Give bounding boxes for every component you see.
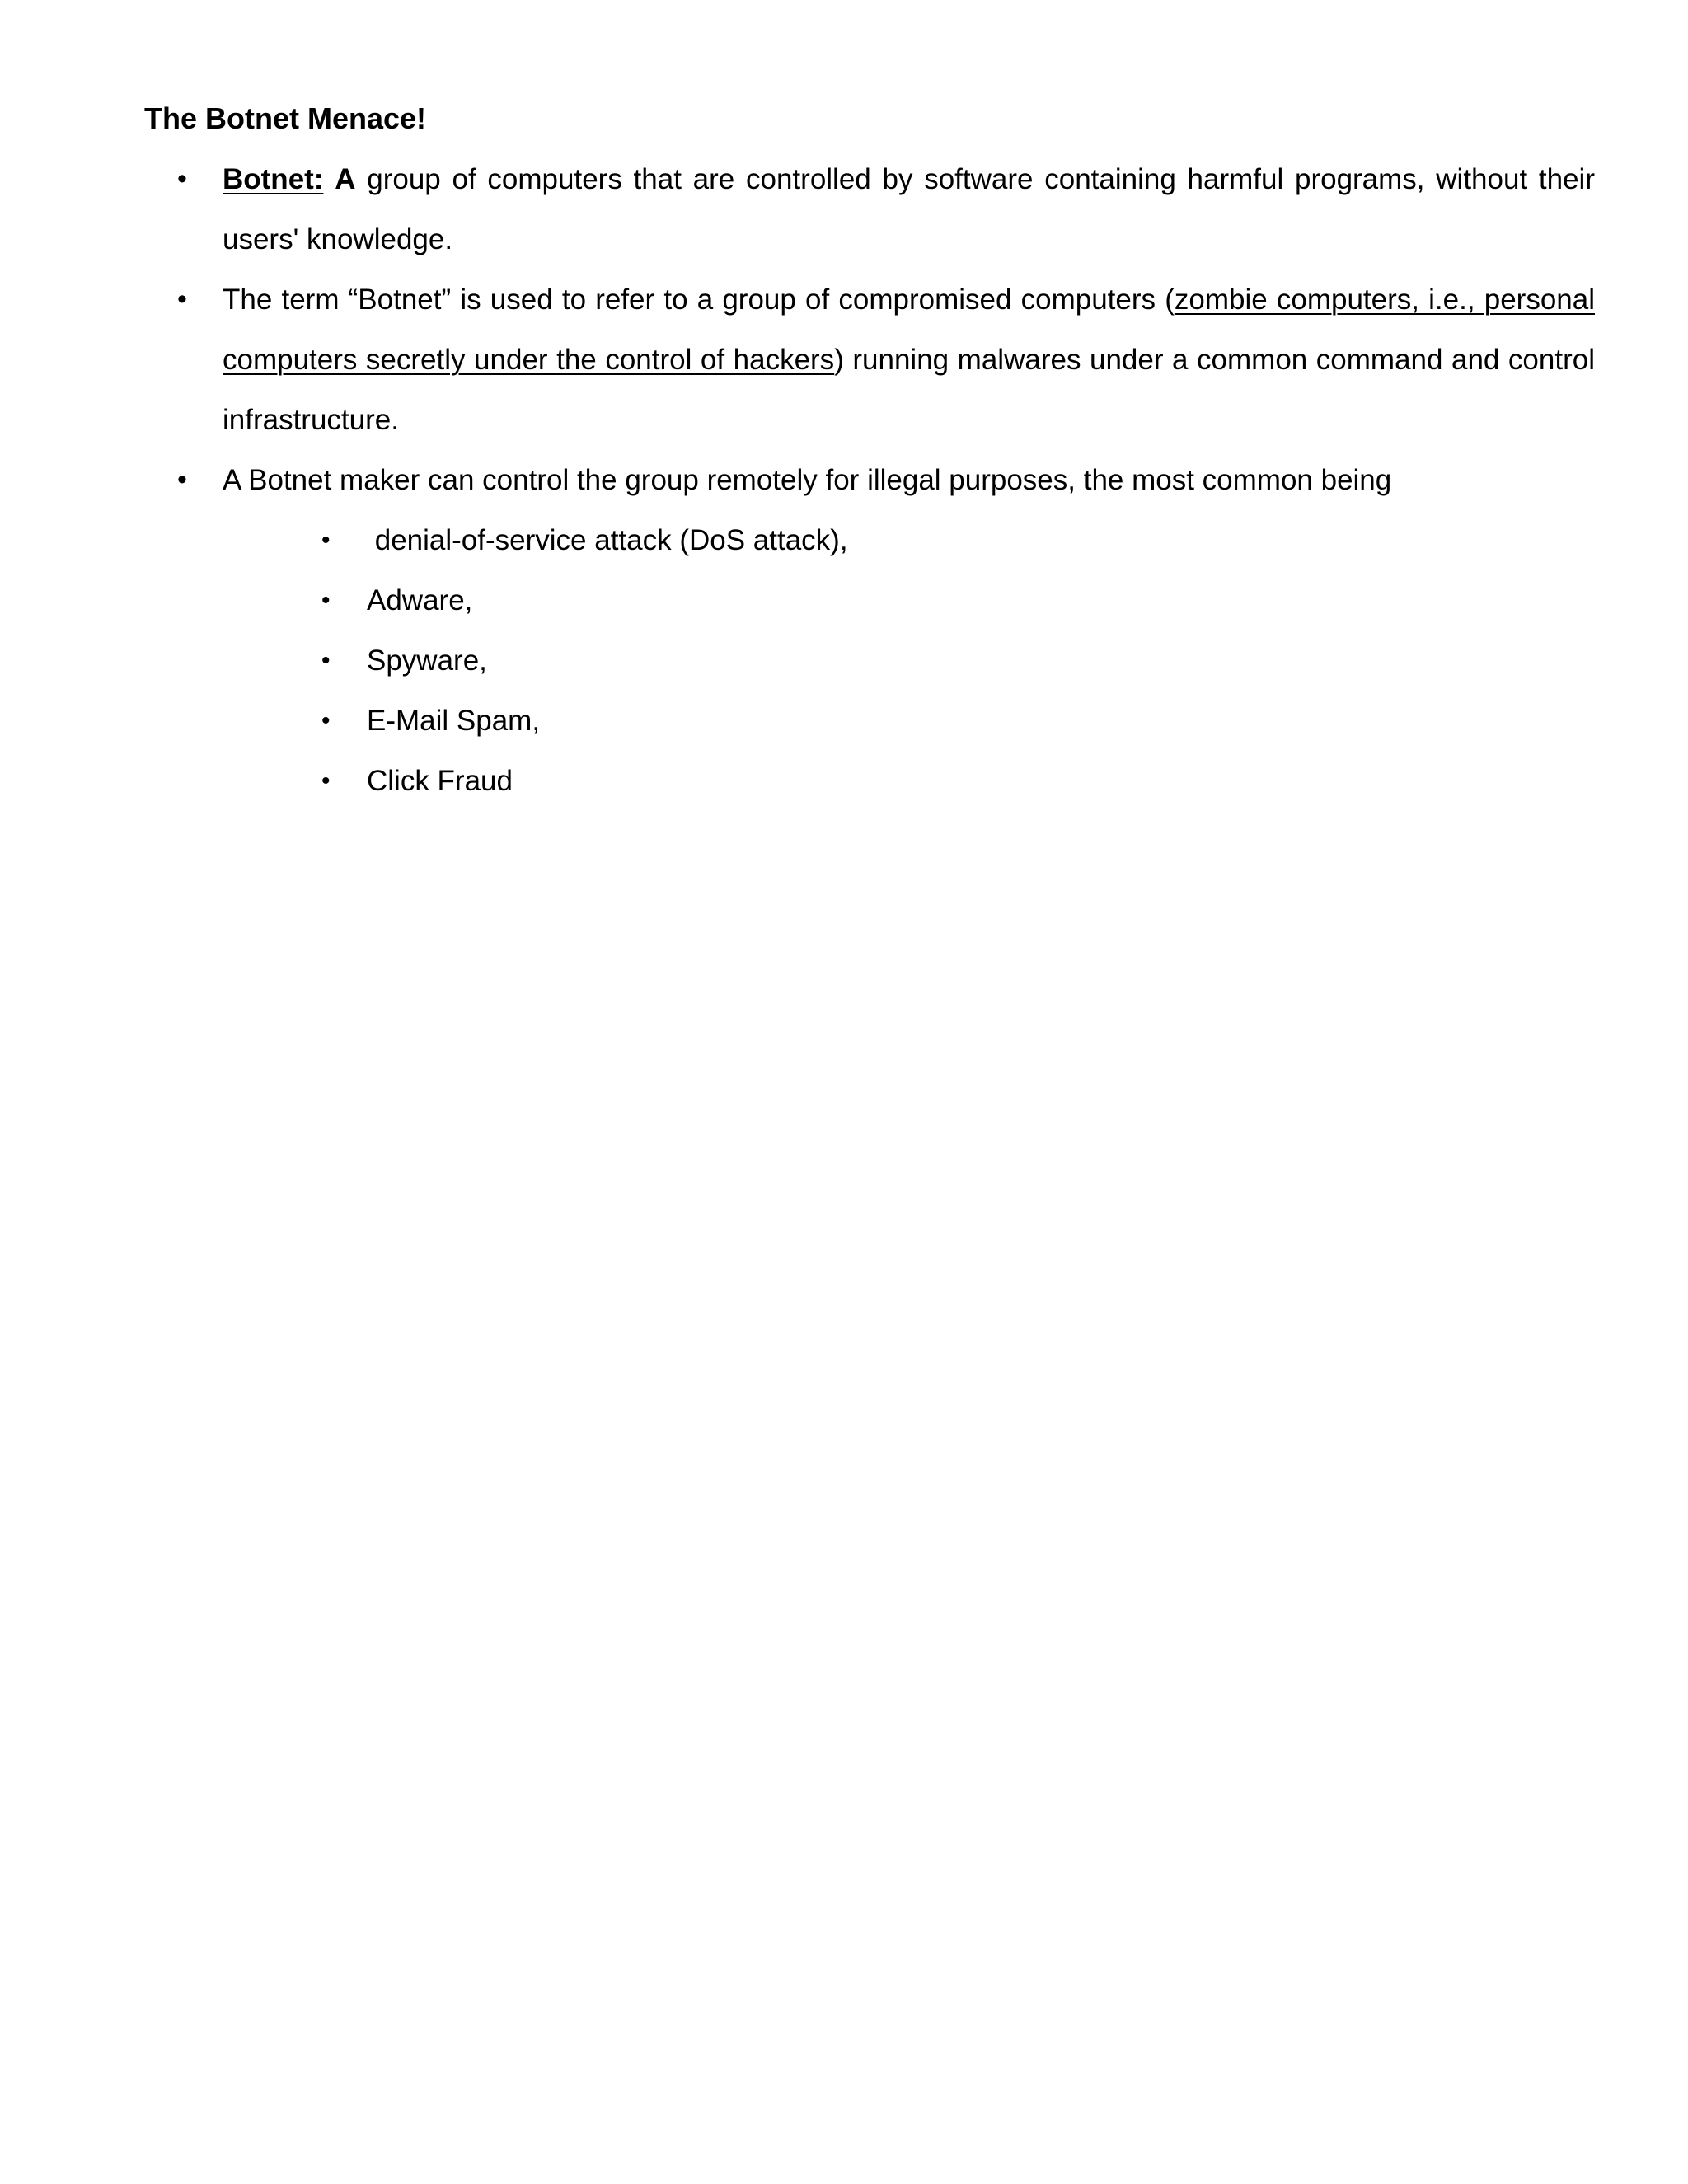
zombie-computers-note: zombie computers, i.e., personal computers secretly under the control of hackers: [223, 284, 1595, 376]
bullet-icon: •: [321, 767, 331, 794]
sub-list-item: [144, 570, 1517, 630]
bullet-icon: •: [177, 284, 187, 315]
bullet-icon: •: [321, 647, 331, 674]
sub-item-text: E-Mail Spam,: [367, 705, 541, 737]
bullet-botnet-definition: [144, 149, 1595, 269]
bullet-icon: •: [321, 707, 331, 734]
main-bullet-list: [144, 149, 1595, 811]
bullet-term-explanation: [144, 269, 1595, 450]
botnet-term: Botnet:: [223, 163, 324, 195]
bullet-icon: •: [321, 587, 331, 614]
bullet-icon: •: [321, 527, 331, 554]
document-title: The Botnet Menace!: [144, 101, 427, 135]
sub-item-text: Spyware,: [367, 644, 487, 677]
sub-item-text: denial-of-service attack (DoS attack),: [367, 524, 848, 556]
explanation-text-before: The term “Botnet” is used to refer to a group of compromised computers (: [223, 284, 1175, 316]
sub-item-text: Click Fraud: [367, 765, 513, 797]
bullet-botnet-uses: [144, 450, 1595, 811]
sub-list-item: [144, 691, 1517, 751]
bullet-icon: •: [177, 163, 187, 194]
bold-lead-letter: A: [335, 163, 356, 195]
uses-intro-text: A Botnet maker can control the group remotely for illegal purposes, the most common being: [223, 464, 1392, 496]
sub-list-item: [144, 751, 1517, 811]
sub-list-item: [144, 510, 1517, 570]
sub-list-item: [144, 630, 1517, 691]
uses-sub-list: [144, 510, 1517, 811]
bullet-icon: •: [177, 464, 187, 495]
sub-item-text: Adware,: [367, 584, 473, 616]
explanation-text-after: ) running malwares under a common command and control infrastructure.: [223, 344, 1595, 436]
definition-text: group of computers that are controlled by software containing harmful programs, without their users' knowledge.: [223, 163, 1595, 255]
